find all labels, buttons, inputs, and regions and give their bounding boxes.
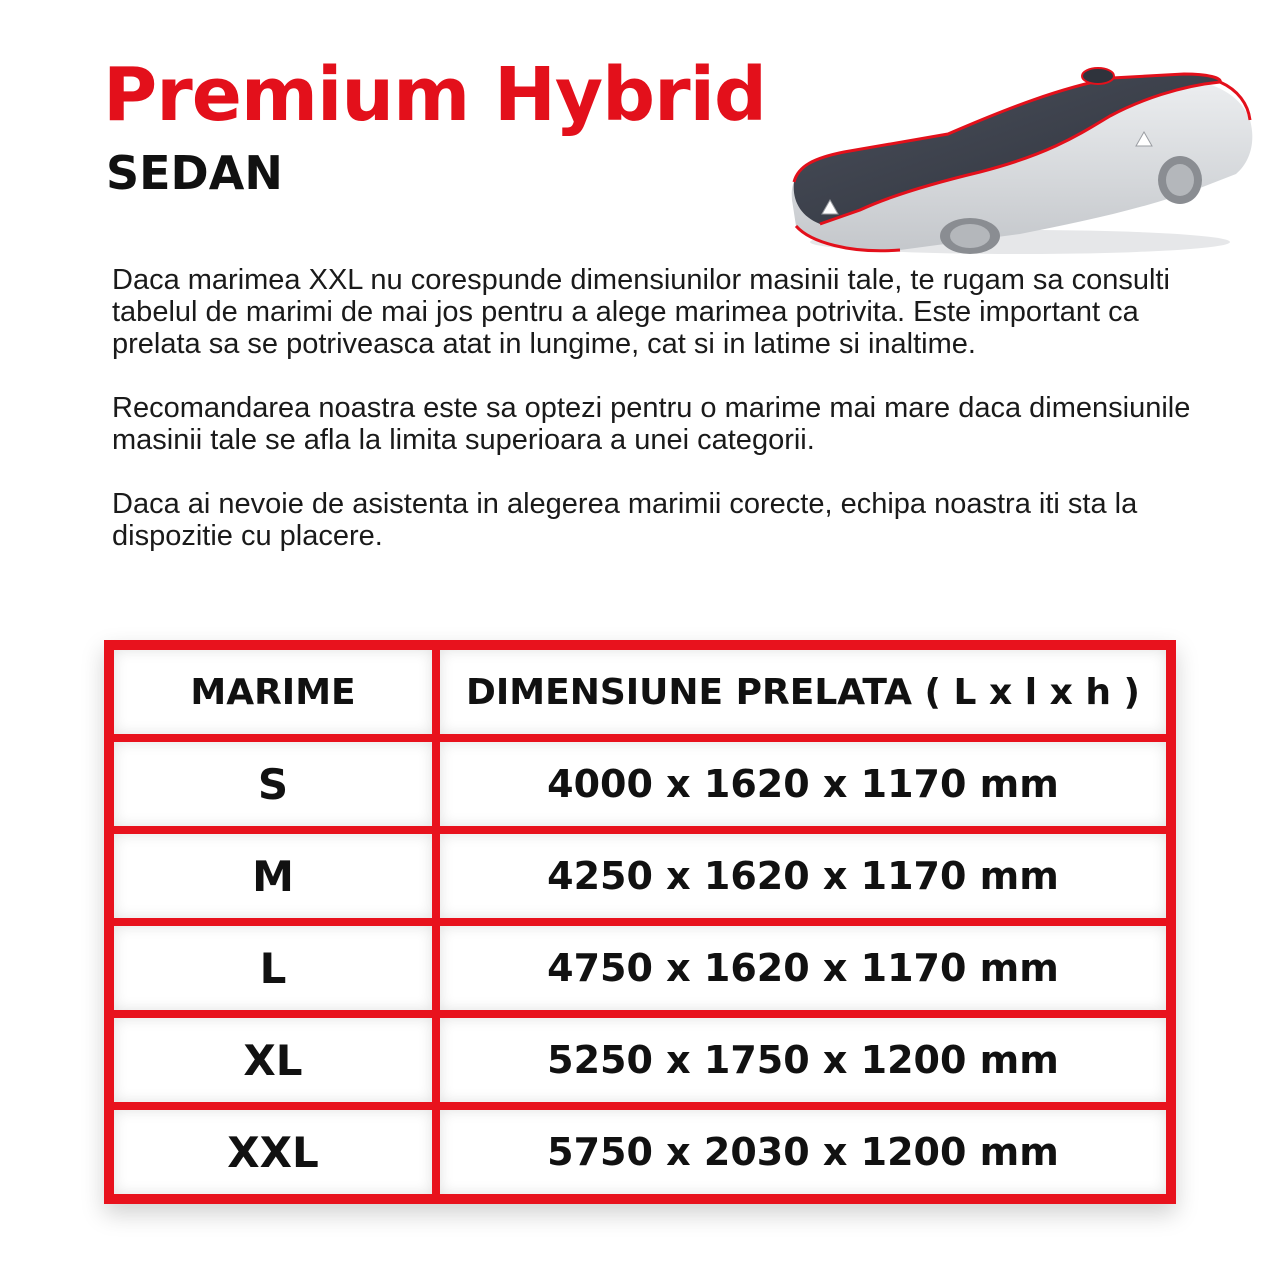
table-row — [110, 1014, 1170, 1106]
size-table — [104, 640, 1176, 1204]
description-paragraph: Daca marimea XXL nu corespunde dimensiunilor masinii tale, te rugam sa consulti tabelul de marimi de mai jos pentru a alege marimea potrivita. Este important ca prelata sa se potriveasca atat in lungime, cat si in latime si inaltime. — [112, 264, 1170, 360]
car-cover-icon — [780, 50, 1260, 260]
product-title: Premium Hybrid — [103, 52, 766, 138]
size-cell: L — [110, 922, 436, 1014]
size-cell: S — [110, 738, 436, 830]
table-row — [110, 738, 1170, 830]
dimensions-cell: 4750 x 1620 x 1170 mm — [436, 922, 1170, 1014]
size-cell: XL — [110, 1014, 436, 1106]
product-subtitle: SEDAN — [106, 146, 283, 200]
header-dimensions: DIMENSIUNE PRELATA ( L x l x h ) — [436, 646, 1170, 738]
table-header-row — [110, 646, 1170, 738]
dimensions-cell: 4250 x 1620 x 1170 mm — [436, 830, 1170, 922]
dimensions-cell: 5250 x 1750 x 1200 mm — [436, 1014, 1170, 1106]
size-cell: XXL — [110, 1106, 436, 1198]
description-paragraph: Daca ai nevoie de asistenta in alegerea marimii corecte, echipa noastra iti sta la dispozitie cu placere. — [112, 488, 1138, 552]
table-row — [110, 830, 1170, 922]
size-cell: M — [110, 830, 436, 922]
header-size: MARIME — [110, 646, 436, 738]
table-row — [110, 1106, 1170, 1198]
description — [112, 264, 1212, 584]
dimensions-cell: 4000 x 1620 x 1170 mm — [436, 738, 1170, 830]
table-row — [110, 922, 1170, 1014]
description-paragraph: Recomandarea noastra este sa optezi pentru o marime mai mare daca dimensiunile masinii tale se afla la limita superioara a unei categorii. — [112, 392, 1191, 456]
dimensions-cell: 5750 x 2030 x 1200 mm — [436, 1106, 1170, 1198]
